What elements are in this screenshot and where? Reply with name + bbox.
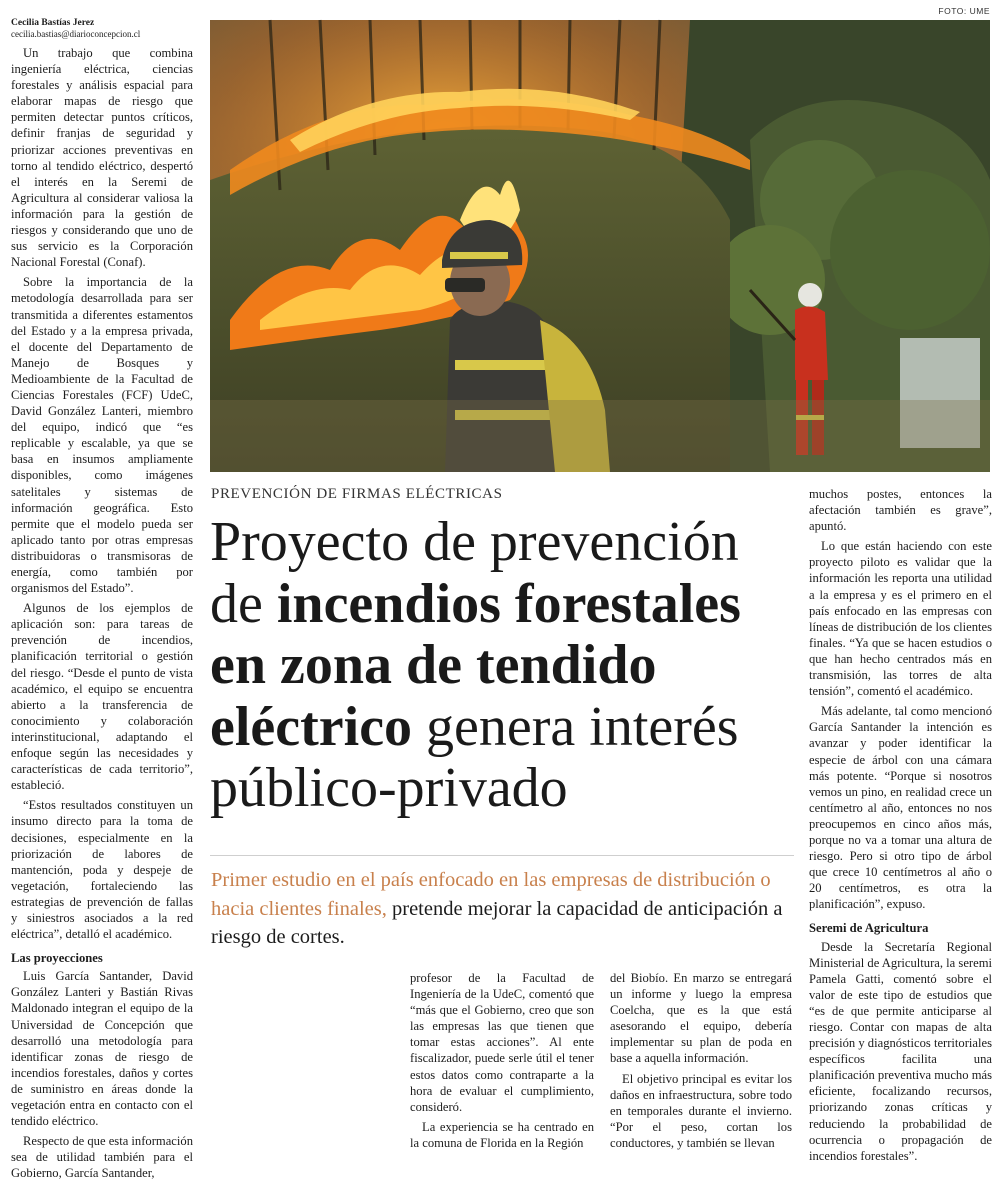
headline-part-1: Proyecto de prevención de <box>210 511 739 635</box>
headline-part-2: incendios forestales en zona de tendido eléctrico <box>210 572 741 758</box>
section-heading-seremi: Seremi de Agricultura <box>809 921 929 936</box>
col4-paragraph-2: El objetivo principal es evitar los daños en infraestructura, sobre todo en temporales durante el invierno. “Por el peso, cortan los conductores, y también se llevan <box>610 1071 792 1150</box>
col1-paragraph-3: Algunos de los ejemplos de aplicación son: para tareas de prevención de incendios, planificación territorial o gestión del riesgo. “Desde el punto de vista académico, el equipo se encuentra abierto a la transferencia de conocimiento y colaboración interinstitucional, adaptando el enfoque según las necesidades y características de cada territorio”, estableció. <box>11 601 193 793</box>
article-column-1 <box>11 18 193 1185</box>
col3-paragraph-1: profesor de la Facultad de Ingeniería de la UdeC, comentó que “más que el Gobierno, creo que son las empresas las que tienen que tomar estas acciones”. Al ente fiscalizador, puede serle útil el tener estos datos como contraparte a la hora de evaluar el cumplimiento, consideró. <box>410 971 594 1114</box>
headline-part-3: genera interés público-privado <box>210 695 739 819</box>
article-column-4 <box>610 970 792 1155</box>
article-column-5 <box>809 486 992 1168</box>
col4-paragraph-1: del Biobío. En marzo se entregará un informe y luego la empresa Coelcha, que es la que está asesorando el equipo, debería implementar su plan de poda en base a aquella información. <box>610 971 792 1066</box>
col3-paragraph-2: La experiencia se ha centrado en la comuna de Florida en la Región <box>410 1119 594 1150</box>
section-heading-proyecciones: Las proyecciones <box>11 951 103 966</box>
col1-paragraph-5: Luis García Santander, David González Lanteri y Bastián Rivas Maldonado integran el equipo de la Universidad de Concepción que desarrolló una metodología para identificar zonas de riesgo de incendios forestales, daños y cortes de suministro en áreas donde la vegetación entra en contacto con el tendido eléctrico. <box>11 969 193 1129</box>
article-subhead <box>211 866 795 952</box>
article-kicker: PREVENCIÓN DE FIRMAS ELÉCTRICAS <box>211 486 503 502</box>
col5-paragraph-3: Más adelante, tal como mencionó García Santander la intención es avanzar y poder identificar la especie de árbol con una cámara más potente. “Porque si nosotros vemos un pino, en realidad crece un centímetro al año, entonces no nos preocupemos en cinco años más, porque no va a tomar una altura de riesgo. Pero si otro tipo de árbol que crece 10 centímetros al año o 20 centímetros, es otra la planificación”, expuso. <box>809 704 992 912</box>
col1-paragraph-1: Un trabajo que combina ingeniería eléctrica, ciencias forestales y análisis espacial para elaborar mapas de riesgo que permiten detectar puntos críticos, definir franjas de seguridad y priorizar acciones preventivas en torno al tendido eléctrico, despertó el interés en la Seremi de Agricultura al considerar valiosa la información para la gestión de riesgos y considerando que uno de sus servicio es la Corporación Nacional Forestal (Conaf). <box>11 46 193 270</box>
wildfire-photo <box>210 20 990 472</box>
subhead-highlight: Primer estudio en el país enfocado en las empresas de distribución o hacia clientes finales, <box>211 869 771 920</box>
article-headline <box>210 512 795 820</box>
col1-paragraph-4: “Estos resultados constituyen un insumo directo para la toma de decisiones, especialmente en la priorización de labores de mantención, poda y despeje de vegetación, fortaleciendo las estrategias de prevención de fallas y siniestros asociados a la red eléctrica”, detalló el académico. <box>11 798 193 942</box>
col1-paragraph-2: Sobre la importancia de la metodología desarrollada para ser transmitida a diferentes estamentos del Estado y a la empresa privada, el docente del Departamento de Manejo de Bosques y Medioambiente de la Facultad de Ciencias Forestales (FCF) UdeC, David González Lanteri, miembro del equipo, indicó que “es replicable y escalable, ya que se basa en insumos ampliamente disponibles, como imágenes satelitales y sistemas de información geográfica. Esto permite que el modelo pueda ser aplicado tanto por otras empresas distribuidoras o transmisoras de energía, como también por organismos del Estado”. <box>11 275 193 596</box>
col5-paragraph-2: Lo que están haciendo con este proyecto piloto es validar que la información les reporta una utilidad a la empresa y es el primero en el país enfocado en las empresas con líneas de distribución de los clientes finales. “Ya que se hacen estudios o que han hecho centrados más en transmisión, las torres de alta tensión”, comentó el académico. <box>809 539 992 699</box>
col5-paragraph-1: muchos postes, entonces la afectación también es grave”, apuntó. <box>809 487 992 534</box>
wildfire-photo-illustration <box>210 20 990 472</box>
subhead-divider <box>210 855 794 856</box>
col1-paragraph-6: Respecto de que esta información sea de utilidad también para el Gobierno, García Santander, <box>11 1134 193 1181</box>
byline-author: Cecilia Bastías Jerez <box>11 18 95 28</box>
photo-credit: FOTO: UME <box>938 6 990 16</box>
col5-paragraph-4: Desde la Secretaría Regional Ministerial de Agricultura, la seremi Pamela Gatti, comentó sobre el valor de este tipo de estudios que “es de que permite anticiparse al riesgo. Contar con mapas de alta precisión y diagnósticos territoriales específicos facilita una planificación preventiva mucho más eficiente, focalizando recursos, priorizando zonas críticas y reduciendo la probabilidad de ocurrencia o propagación de incendios forestales”. <box>809 939 992 1163</box>
article-column-3 <box>410 970 594 1155</box>
subhead-rest: pretende mejorar la capacidad de anticipación a riesgo de cortes. <box>211 897 783 948</box>
byline-email[interactable]: cecilia.bastias@diarioconcepcion.cl <box>11 29 141 39</box>
